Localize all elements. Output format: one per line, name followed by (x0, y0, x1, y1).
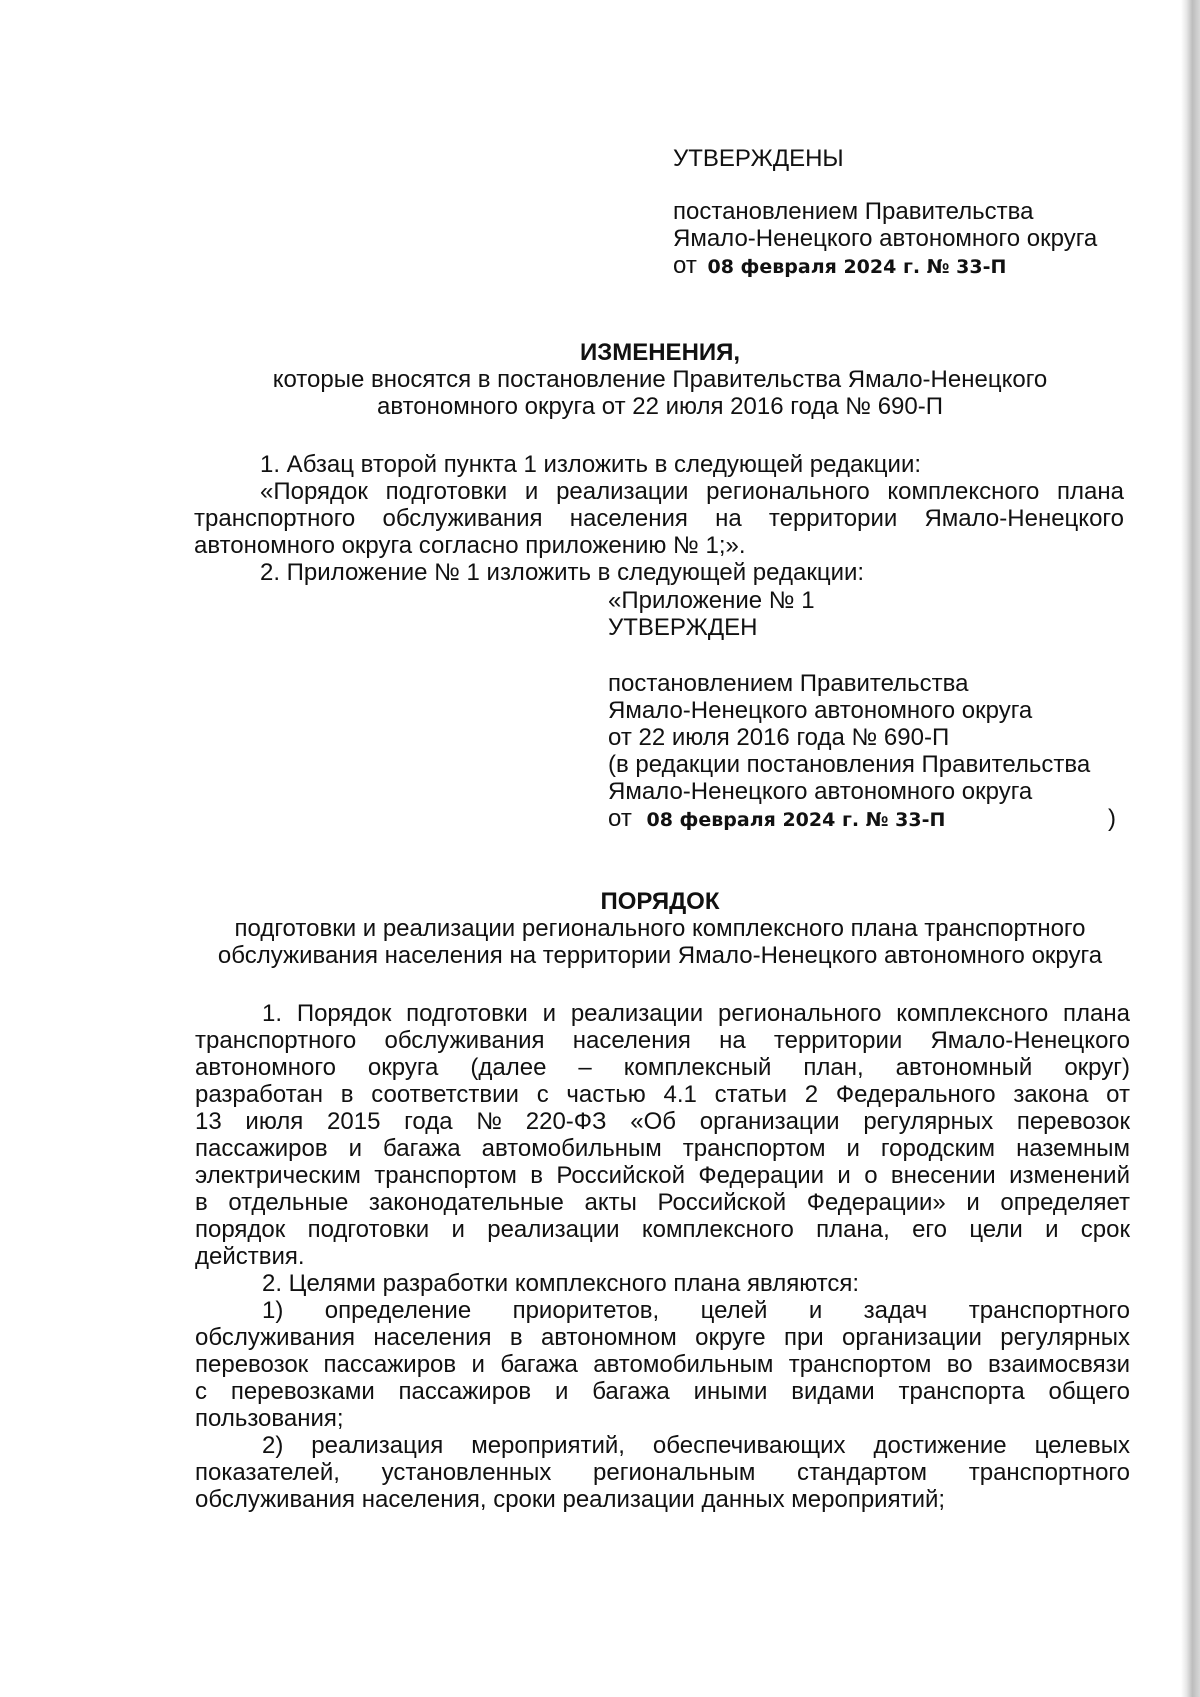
appendix-approval-block (608, 587, 1128, 832)
p1-line-6: пассажиров и багажа автомобильным транспортом и городским наземным (195, 1135, 1130, 1162)
p2-line: 2. Целями разработки комплексного плана являются: (262, 1270, 860, 1297)
appendix-line-2: Ямало-Ненецкого автономного округа (608, 697, 1033, 724)
p3-line-4: с перевозками пассажиров и багажа иными видами транспорта общего (195, 1378, 1130, 1405)
p3-line-1: 1) определение приоритетов, целей и задач транспортного (262, 1297, 1130, 1324)
item-1-quote-line-1: «Порядок подготовки и реализации регионального комплексного плана (260, 478, 1124, 505)
approval-date: 08 февраля 2024 г. № 33-П (707, 256, 1007, 278)
approval-date-prefix: от (673, 252, 697, 279)
p1-line-1: 1. Порядок подготовки и реализации регионального комплексного плана (262, 1000, 1130, 1027)
p1-line-9: порядок подготовки и реализации комплексного плана, его цели и срок (195, 1216, 1130, 1243)
appendix-line-4: (в редакции постановления Правительства (608, 751, 1091, 778)
order-subtitle-2: обслуживания населения на территории Ямало-Ненецкого автономного округа (217, 942, 1103, 969)
appendix-date: 08 февраля 2024 г. № 33-П (646, 809, 946, 831)
appendix-date-prefix: от (608, 805, 632, 832)
appendix-line-5: Ямало-Ненецкого автономного округа (608, 778, 1033, 805)
appendix-approved: УТВЕРЖДЕН (608, 614, 758, 641)
approval-date-line (673, 252, 1153, 279)
order-title: ПОРЯДОК (600, 888, 720, 915)
appendix-line-1: постановлением Правительства (608, 670, 969, 697)
appendix-date-line (608, 805, 1128, 832)
p4-line-2: показателей, установленных региональным стандартом транспортного (195, 1459, 1130, 1486)
appendix-line-3: от 22 июля 2016 года № 690-П (608, 724, 950, 751)
item-2: 2. Приложение № 1 изложить в следующей редакции: (260, 559, 865, 586)
p3-line-5: пользования; (195, 1405, 344, 1432)
item-1-quote-line-2: транспортного обслуживания населения на территории Ямало-Ненецкого (194, 505, 1124, 532)
order-subtitle-1: подготовки и реализации регионального комплексного плана транспортного (234, 915, 1086, 942)
approval-heading: УТВЕРЖДЕНЫ (673, 145, 844, 172)
scan-edge-shadow (1181, 0, 1200, 1697)
p1-line-10: действия. (195, 1243, 305, 1270)
changes-heading (180, 339, 1140, 420)
p1-line-2: транспортного обслуживания населения на территории Ямало-Ненецкого (195, 1027, 1130, 1054)
p4-line-1: 2) реализация мероприятий, обеспечивающих достижение целевых (262, 1432, 1130, 1459)
item-1-quote-line-3: автономного округа согласно приложению № 1;». (194, 532, 746, 559)
order-body (195, 1000, 1130, 1513)
p1-line-5: 13 июля 2015 года № 220-ФЗ «Об организации регулярных перевозок (195, 1108, 1130, 1135)
p1-line-4: разработан в соответствии с частью 4.1 статьи 2 Федерального закона от (195, 1081, 1130, 1108)
p1-line-8: в отдельные законодательные акты Российской Федерации» и определяет (195, 1189, 1130, 1216)
approval-line-2: Ямало-Ненецкого автономного округа (673, 225, 1098, 252)
p3-line-2: обслуживания населения в автономном округе при организации регулярных (195, 1324, 1130, 1351)
p4-line-3: обслуживания населения, сроки реализации данных мероприятий; (195, 1486, 946, 1513)
p1-line-3: автономного округа (далее – комплексный план, автономный округ) (195, 1054, 1130, 1081)
order-heading (180, 888, 1140, 969)
approval-line-1: постановлением Правительства (673, 198, 1034, 225)
changes-subtitle-2: автономного округа от 22 июля 2016 года № 690-П (377, 393, 943, 420)
p1-line-7: электрическим транспортом в Российской Федерации и о внесении изменений (195, 1162, 1130, 1189)
changes-subtitle-1: которые вносятся в постановление Правительства Ямало-Ненецкого (272, 366, 1048, 393)
item-1: 1. Абзац второй пункта 1 изложить в следующей редакции: (260, 451, 922, 478)
approval-block (673, 145, 1153, 279)
p3-line-3: перевозок пассажиров и багажа автомобильным транспортом во взаимосвязи (195, 1351, 1130, 1378)
appendix-label: «Приложение № 1 (608, 587, 815, 614)
appendix-close-paren: ) (1108, 805, 1116, 832)
changes-title: ИЗМЕНЕНИЯ, (579, 339, 741, 366)
changes-items (194, 451, 1124, 586)
